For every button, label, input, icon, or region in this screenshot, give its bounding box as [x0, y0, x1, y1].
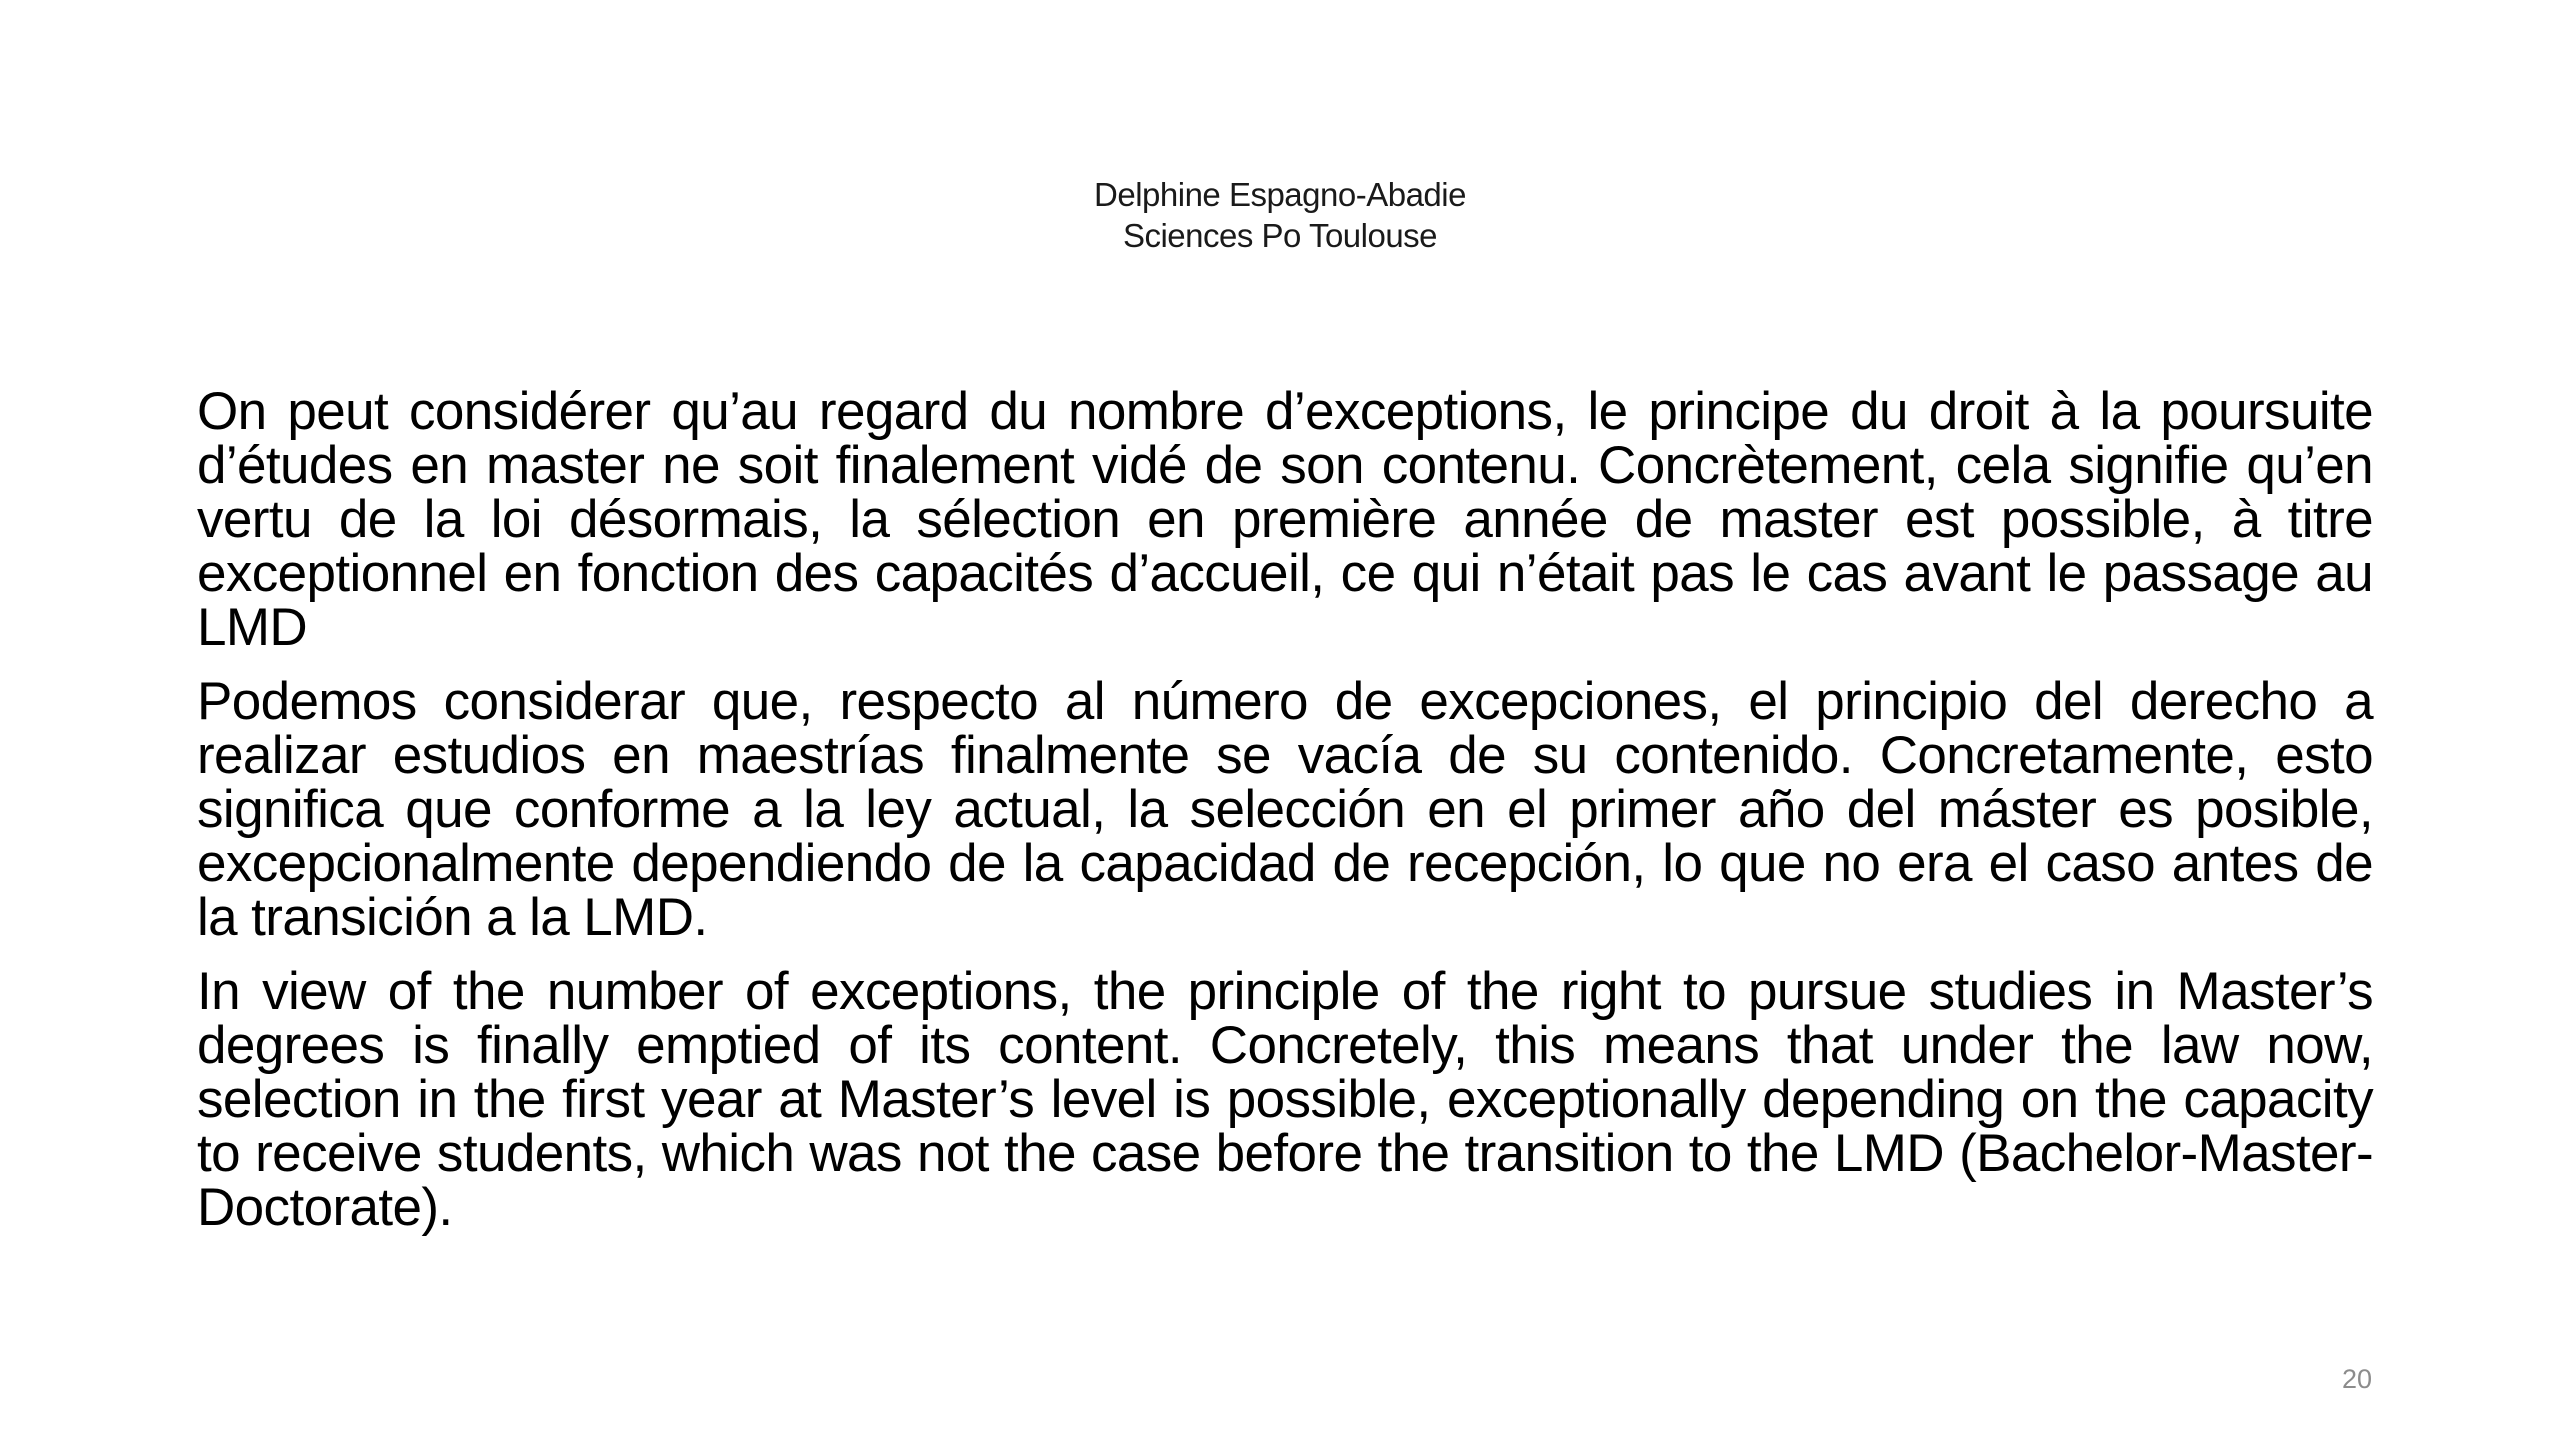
page-number: 20	[2341, 1364, 2372, 1394]
institution-name: Sciences Po Toulouse	[1122, 217, 1438, 254]
paragraph-english: In view of the number of exceptions, the principle of the right to pursue studies in Master’s degrees is finally emptied of its content. Concretely, this means that under the law now, selection in the first year at Master’s level is possible, exceptionally depending on the capacity to receive students, which was not the case before the transition to the LMD (Bachelor-Master-Doctorate).	[197, 962, 2373, 1237]
paragraph-spanish: Podemos considerar que, respecto al número de excepciones, el principio del derecho a realizar estudios en maestrías finalmente se vacía de su contenido. Concretamente, esto significa que conforme a la ley actual, la selección en el primer año del máster es posible, excepcionalmente dependiendo de la capacidad de recepción, lo que no era el caso antes de la transición a la LMD.	[197, 672, 2373, 947]
slide-header	[0, 174, 2560, 256]
paragraph-french: On peut considérer qu’au regard du nombre d’exceptions, le principe du droit à la poursuite d’études en master ne soit finalement vidé de son contenu. Concrètement, cela signifie qu’en vertu de la loi désormais, la sélection en première année de master est possible, à titre exceptionnel en fonction des capacités d’accueil, ce qui n’était pas le cas avant le passage au LMD	[197, 382, 2373, 657]
slide-body	[197, 382, 2373, 1255]
author-name: Delphine Espagno-Abadie	[1094, 176, 1466, 213]
